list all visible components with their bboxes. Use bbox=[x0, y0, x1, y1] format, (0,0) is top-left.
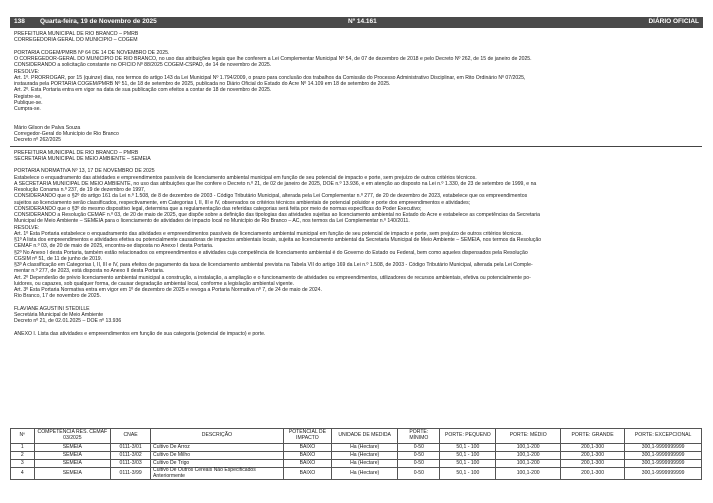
text-line: luidores, ou capazes, sob qualquer forma, de causar degradação ambiental local, conforme a legislação ambiental vigente. bbox=[14, 280, 295, 287]
text-line: ANEXO I. Lista das atividades e empreendimentos em função de sua categoria (potencial de impacto) e porte. bbox=[14, 330, 266, 337]
text-line: O CORREGEDOR-GERAL DO MUNICÍPIO DE RIO BRANCO, no uso das atribuições legais que lhe conferem a Lei Complementar Municipal Nº 54, de 07 de dezembro de 2018 e pelo Decreto Nº 262, de 15 de janeiro de 2025. bbox=[14, 56, 532, 62]
text-line: Resolução Conama n.º 237, de 19 de dezembro de 1997, bbox=[14, 187, 146, 193]
document-body bbox=[14, 31, 702, 337]
table-cell: 1 bbox=[11, 444, 35, 452]
table-cell: Ha (Hectare) bbox=[331, 468, 397, 480]
text-line: CORREGEDORIA GERAL DO MUNICÍPIO – COGEM bbox=[14, 37, 138, 44]
column-header: DESCRIÇÃO bbox=[151, 429, 284, 444]
table-cell: 100,1-200 bbox=[496, 452, 560, 460]
text-line: FLAVIANE AGUSTINI STEDILLE bbox=[14, 305, 90, 312]
table-cell: 50,1 - 100 bbox=[440, 460, 496, 468]
text-line: Art. 2º Dependerão de prévio licenciamento ambiental municipal a construção, a instalação, a ampliação e o funcionamento de atividades ou empreendimentos, utilizadores de recursos ambientais, efetiva ou potencialmente po- bbox=[14, 274, 531, 281]
column-header: PORTE: EXCEPCIONAL bbox=[625, 429, 702, 444]
page-number: 138 bbox=[14, 18, 25, 25]
table-cell: 0111-3/01 bbox=[111, 444, 151, 452]
text-line: Decreto nº 21, de 02.01.2025 – DOE nº 13.936 bbox=[14, 318, 122, 325]
table-cell: Cultivo De Outros Cereais Não Especificados Anteriormente bbox=[151, 468, 284, 480]
annex-table bbox=[10, 428, 702, 480]
table-cell: Ha (Hectare) bbox=[331, 452, 397, 460]
table-cell: 0111-3/02 bbox=[111, 452, 151, 460]
journal-name: DIÁRIO OFICIAL bbox=[648, 18, 699, 25]
table-cell: 100,1-200 bbox=[496, 460, 560, 468]
table-cell: 300,1-9999999999 bbox=[625, 468, 702, 480]
table-row bbox=[11, 444, 702, 452]
table-cell: 50,1 - 100 bbox=[440, 444, 496, 452]
table-cell: 0-50 bbox=[398, 468, 440, 480]
text-line: A SECRETÁRIA MUNICIPAL DE MEIO AMBIENTE, no uso das atribuições que lhe confere o Decreto n.º 21, de 02 de janeiro de 2025, DOE n.º 13.936, e em atenção ao disposto na Lei n.º 1.330, de 23 de setembro de 1999, e na bbox=[14, 180, 537, 187]
issue-date: Quarta-feira, 19 de Novembro de 2025 bbox=[40, 18, 157, 25]
table-cell: 200,1-300 bbox=[560, 460, 624, 468]
text-line: CONSIDERANDO a Resolução CEMAF n.º 03, de 20 de maio de 2025, que dispõe sobre a definição das tipologias das atividades sujeitas ao licenciamento ambiental no Estado do Acre e estabelece as competências da Secretaria bbox=[14, 212, 540, 218]
column-header: PORTE: MÉDIO bbox=[496, 429, 560, 444]
column-header: Nº bbox=[11, 429, 35, 444]
column-header: POTENCIAL DE IMPACTO bbox=[283, 429, 331, 444]
text-line: Art. 3º Esta Portaria Normativa entra em vigor em 1º de dezembro de 2025 e revoga a Portaria Normativa nº 7, de 24 de maio de 2024. bbox=[14, 287, 322, 293]
table-cell: Cultivo De Trigo bbox=[151, 460, 284, 468]
column-header: PORTE: MÍNIMO bbox=[398, 429, 440, 444]
text-line: Cumpra-se. bbox=[14, 106, 41, 112]
text-line: §1º A lista dos empreendimentos e atividades efetiva ou potencialmente causadoras de impactos ambientais locais, sujeita ao licenciamento ambiental da Secretaria Municipal de Meio Ambiente – SEMEIA, nos termos da Resolução bbox=[14, 237, 542, 243]
text-line: Estabelece o enquadramento das atividades e empreendimentos passíveis de licenciamento ambiental municipal em função de seu potencial de impacto e porte, sem prejuízo de outros critérios técnicos. bbox=[14, 174, 477, 181]
text-line: CEMAF n.º 03, de 20 de maio de 2025, encontra-se disposta no Anexo I desta Portaria. bbox=[14, 243, 214, 250]
table-cell: 300,1-9999999999 bbox=[625, 452, 702, 460]
table-cell: SEMEIA bbox=[34, 452, 111, 460]
table-cell: 300,1-9999999999 bbox=[625, 444, 702, 452]
table-cell: 2 bbox=[11, 452, 35, 460]
table-row bbox=[11, 460, 702, 468]
text-line: CONSIDERANDO a solicitação constante no OFÍCIO Nº 88/2025 COGEM-CSPAD, de 14 de novembro de 2025. bbox=[14, 62, 272, 69]
text-line: Corregedor-Geral do Município de Rio Branco bbox=[14, 131, 119, 137]
table-row bbox=[11, 468, 702, 480]
table-cell: Ha (Hectare) bbox=[331, 444, 397, 452]
column-header: PORTE: GRANDE bbox=[560, 429, 624, 444]
issue-number: Nº 14.161 bbox=[348, 18, 377, 25]
text-line: Publique-se. bbox=[14, 99, 43, 106]
table-cell: 0-50 bbox=[398, 444, 440, 452]
table-cell: 0-50 bbox=[398, 452, 440, 460]
text-line: Secretária Municipal de Meio Ambiente bbox=[14, 312, 104, 318]
table-cell: 300,1-9999999999 bbox=[625, 460, 702, 468]
text-line: CONSIDERANDO que o §3º do mesmo dispositivo legal, determina que a regulamentação das referidas categorias será feita por meio de normas específicas do Poder Executivo; bbox=[14, 205, 422, 212]
table-cell: Cultivo De Arroz bbox=[151, 444, 284, 452]
table-cell: Ha (Hectare) bbox=[331, 460, 397, 468]
table-cell: 200,1-300 bbox=[560, 468, 624, 480]
text-line: §3º A classificação em Categorias I, II, III e IV, para efeitos de pagamento da taxa de licenciamento ambiental prevista na Tabela VII do artigo 169 da Lei n.º 1.508, de 2003 - Código Tributário Municipal, alterada pela Lei Comple- bbox=[14, 262, 533, 268]
table-cell: 200,1-300 bbox=[560, 452, 624, 460]
table-cell: 50,1 - 100 bbox=[440, 452, 496, 460]
table-cell: 100,1-200 bbox=[496, 444, 560, 452]
text-line: Art. 2º. Esta Portaria entra em vigor na data de sua publicação com efeitos a contar de 18 de novembro de 2025. bbox=[14, 87, 272, 94]
text-line: RESOLVE: bbox=[14, 68, 40, 75]
table-body bbox=[11, 444, 702, 480]
text-line: Registre-se, bbox=[14, 93, 42, 100]
text-line: Rio Branco, 17 de novembro de 2025. bbox=[14, 293, 101, 300]
table-cell: 50,1 - 100 bbox=[440, 468, 496, 480]
text-line: Decreto nº 262/2025 bbox=[14, 137, 62, 144]
text-line: instaurada pela PORTARIA COGEM/PMRB Nº 51, de 18 de setembro de 2025, publicada no Diário Oficial do Estado do Acre Nº 14.109 em 18 de setembro de 2025. bbox=[14, 81, 391, 87]
table-cell: 0111-3/99 bbox=[111, 468, 151, 480]
text-line: Municipal de Meio Ambiente – SEMEIA para o licenciamento de atividades de impacto local no Município de Rio Branco – AC, nos termos da Lei Complementar n.º 140/2011. bbox=[14, 218, 410, 225]
portaria-cogem-block bbox=[14, 31, 702, 144]
table-cell: BAIXO bbox=[283, 452, 331, 460]
text-line: sujeitos ao licenciamento serão classificados, respectivamente, em Categorias I, II, III e IV, observados os critérios técnicos ambientais de potencial poluidor e porte dos empreendimentos e atividades; bbox=[14, 199, 471, 206]
table-cell: BAIXO bbox=[283, 460, 331, 468]
table-cell: 100,1-200 bbox=[496, 468, 560, 480]
text-line: PORTARIA NORMATIVA Nº 13, 17 DE NOVEMBRO DE 2025 bbox=[14, 168, 155, 175]
text-line: PORTARIA COGEM/PMRB Nº 64 DE 14 DE NOVEMBRO DE 2025. bbox=[14, 49, 170, 56]
column-header: UNIDADE DE MEDIDA bbox=[331, 429, 397, 444]
text-line: RESOLVE: bbox=[14, 224, 40, 231]
text-line: CGSIM nº 51, de 11 de junho de 2019. bbox=[14, 255, 103, 262]
table-cell: 4 bbox=[11, 468, 35, 480]
table-header-row bbox=[11, 429, 702, 444]
text-line: Mário Gilson de Palva Souza bbox=[14, 124, 81, 131]
text-line: Art. 1º. PRORROGAR, por 15 (quinze) dias, nos termos do artigo 143 da Lei Municipal Nº 1.794/2009, o prazo para conclusão dos trabalhos da Comissão do Processo Administrativo Disciplinar, em Rito Ordinário Nº 07/2025, bbox=[14, 74, 526, 81]
text-line: §2º No Anexo I desta Portaria, também estão relacionados os empreendimentos e atividades cuja competência de licenciamento ambiental é do Governo do Estado ou Federal, bem como aqueles dispensados pela Resolução bbox=[14, 249, 528, 256]
table-cell: SEMEIA bbox=[34, 444, 111, 452]
column-header: PORTE: PEQUENO bbox=[440, 429, 496, 444]
text-line: mentar n.º 277, de 2023, está disposta no Anexo II desta Portaria. bbox=[14, 268, 165, 275]
table-row bbox=[11, 452, 702, 460]
column-header: COMPETÊNCIA RES. CEMAF 03/2025 bbox=[34, 429, 111, 444]
text-line: SECRETARIA MUNICIPAL DE MEIO AMBIENTE – SEMEIA bbox=[14, 155, 151, 162]
portaria-semeia-block bbox=[14, 150, 702, 338]
column-header: CNAE bbox=[111, 429, 151, 444]
table-cell: 3 bbox=[11, 460, 35, 468]
text-line: PREFEITURA MUNICIPAL DE RIO BRANCO – PMRB bbox=[14, 149, 139, 156]
text-line: PREFEITURA MUNICIPAL DE RIO BRANCO – PMRB bbox=[14, 31, 139, 37]
text-line: CONSIDERANDO que o §2º do artigo 161 da Lei n.º 1.508, de 8 de dezembro de 2003 - Código Tributário Municipal, alterada pela Lei Complementar n.º 277, de 20 de dezembro de 2023, estabelece que os empreendimentos bbox=[14, 193, 528, 200]
table-cell: Cultivo De Milho bbox=[151, 452, 284, 460]
table-cell: 200,1-300 bbox=[560, 444, 624, 452]
table-cell: SEMEIA bbox=[34, 460, 111, 468]
table-cell: BAIXO bbox=[283, 468, 331, 480]
journal-header bbox=[10, 17, 703, 28]
text-line: Art. 1º Esta Portaria estabelece o enquadramento das atividades e empreendimentos passíveis de licenciamento ambiental municipal em função de seu potencial de impacto e porte, sem prejuízo de outros critérios técnicos. bbox=[14, 230, 523, 237]
table-cell: 0-50 bbox=[398, 460, 440, 468]
section-divider bbox=[10, 146, 702, 147]
table-cell: SEMEIA bbox=[34, 468, 111, 480]
table-cell: BAIXO bbox=[283, 444, 331, 452]
table-cell: 0111-3/03 bbox=[111, 460, 151, 468]
